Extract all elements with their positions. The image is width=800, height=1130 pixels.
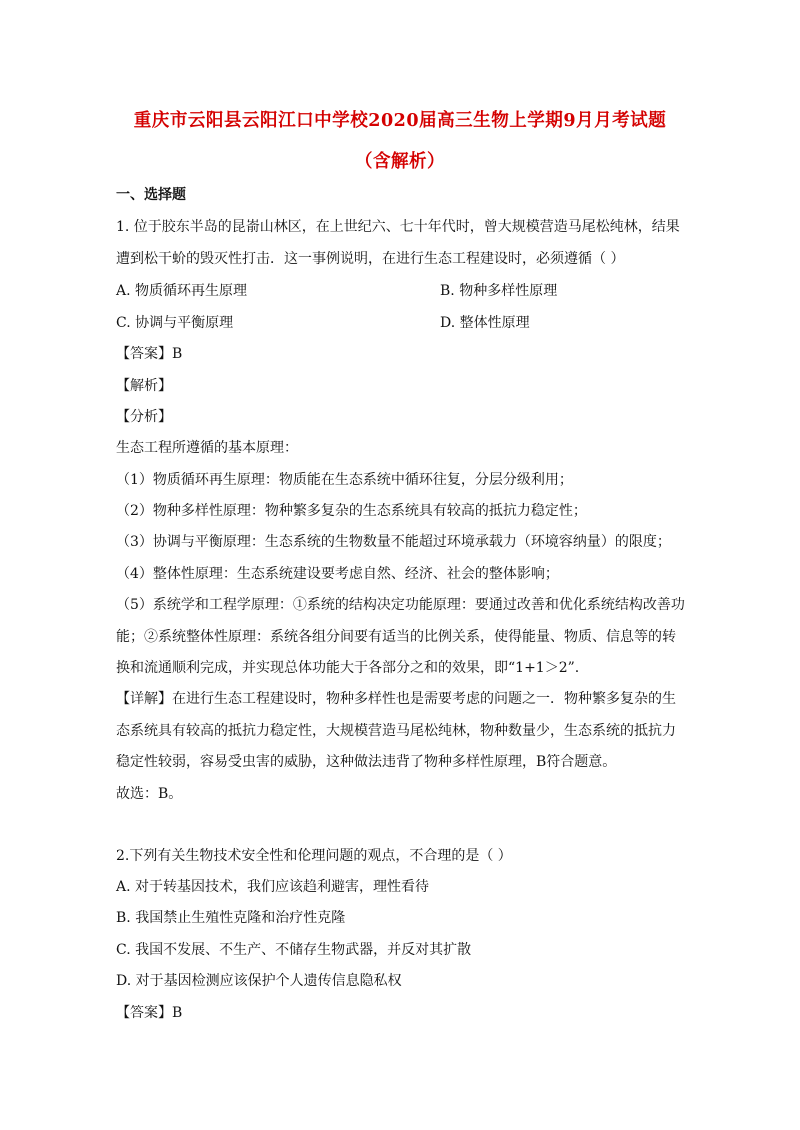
q1-principle-5-line-3: 换和流通顺利完成，并实现总体功能大于各部分之和的效果，即“1+1＞2”. <box>116 660 580 676</box>
q1-principle-3: （3）协调与平衡原理：生态系统的生物数量不能超过环境承载力（环境容纳量）的限度； <box>116 534 671 550</box>
q1-principle-5-line-1: （5）系统学和工程学原理：①系统的结构决定功能原理：要通过改善和优化系统结构改善功 <box>116 597 685 613</box>
q1-choice: 故选：B。 <box>116 786 183 802</box>
q1-basis: 生态工程所遵循的基本原理： <box>116 440 298 456</box>
q1-analysis-label: 【解析】 <box>116 378 172 394</box>
q2-option-a: A. 对于转基因技术，我们应该趋利避害，理性看待 <box>116 879 430 895</box>
section-heading: 一、选择题 <box>116 187 186 203</box>
q2-option-b: B. 我国禁止生殖性克隆和治疗性克隆 <box>116 910 346 926</box>
q1-option-c: C. 协调与平衡原理 <box>116 315 234 331</box>
q1-detail-line-3: 稳定性较弱，容易受虫害的威胁，这种做法违背了物种多样性原理，B符合题意。 <box>116 754 617 770</box>
q1-fenxi-label: 【分析】 <box>116 409 172 425</box>
q1-answer: 【答案】B <box>116 346 183 362</box>
q1-option-a: A. 物质循环再生原理 <box>116 283 248 299</box>
q2-option-c: C. 我国不发展、不生产、不储存生物武器，并反对其扩散 <box>116 942 472 958</box>
q1-principle-1: （1）物质循环再生原理：物质能在生态系统中循环往复，分层分级利用； <box>116 472 573 488</box>
q2-stem: 2.下列有关生物技术安全性和伦理问题的观点，不合理的是（ ） <box>116 848 512 864</box>
q1-option-d: D. 整体性原理 <box>440 315 530 331</box>
q1-stem-line-1: 1. 位于胶东半岛的昆嵛山林区，在上世纪六、七十年代时，曾大规模营造马尾松纯林，结果 <box>116 219 680 235</box>
q2-option-d: D. 对于基因检测应该保护个人遗传信息隐私权 <box>116 973 402 989</box>
q1-principle-5-line-2: 能；②系统整体性原理：系统各组分间要有适当的比例关系，使得能量、物质、信息等的转 <box>116 629 676 645</box>
q1-detail-line-2: 态系统具有较高的抵抗力稳定性，大规模营造马尾松纯林，物种数量少，生态系统的抵抗力 <box>116 723 676 739</box>
q1-principle-4: （4）整体性原理：生态系统建设要考虑自然、经济、社会的整体影响； <box>116 566 559 582</box>
q1-principle-2: （2）物种多样性原理：物种繁多复杂的生态系统具有较高的抵抗力稳定性； <box>116 503 587 519</box>
document-title: 重庆市云阳县云阳江口中学校2020届高三生物上学期9月月考试题 <box>133 110 667 131</box>
q1-stem-line-2: 遭到松干蚧的毁灭性打击．这一事例说明，在进行生态工程建设时，必须遵循（ ） <box>116 251 625 267</box>
q2-answer: 【答案】B <box>116 1005 183 1021</box>
q1-option-b: B. 物种多样性原理 <box>440 283 558 299</box>
document-subtitle: （含解析） <box>354 151 446 172</box>
q1-detail-line-1: 【详解】在进行生态工程建设时，物种多样性也是需要考虑的问题之一．物种繁多复杂的生 <box>116 691 676 707</box>
